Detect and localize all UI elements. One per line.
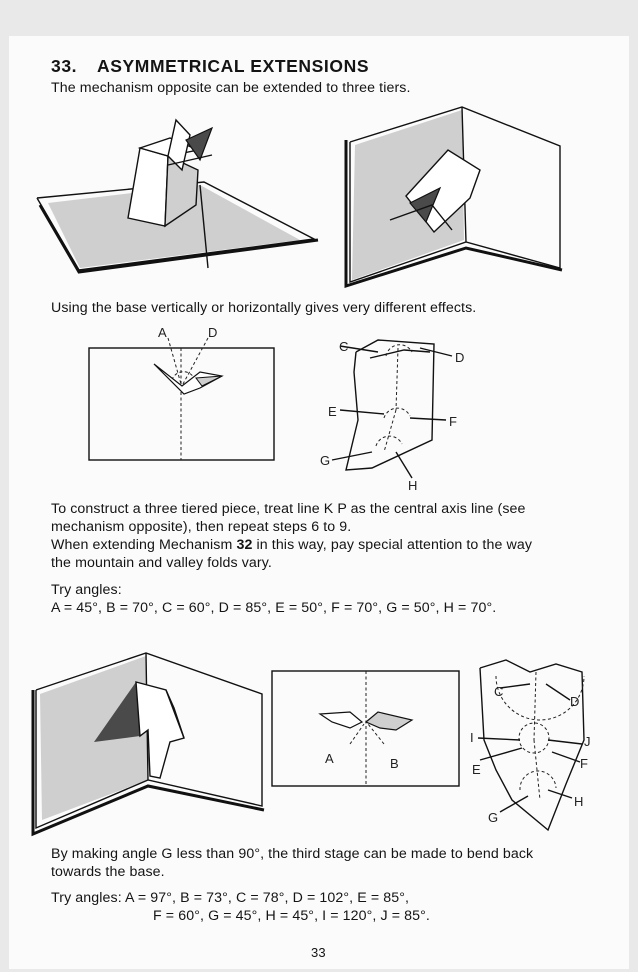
label-h: H (408, 478, 418, 493)
label-c2: C (494, 684, 504, 699)
construct-line-2: mechanism opposite), then repeat steps 6 to 9. (51, 519, 352, 535)
label-j: J (584, 734, 591, 749)
label-e: E (328, 404, 337, 419)
construct-line-1: To construct a three tiered piece, treat line K P as the central axis line (see (51, 501, 526, 517)
label-a2: A (325, 751, 334, 766)
label-a: A (158, 325, 167, 340)
label-f: F (449, 414, 457, 429)
try-angles-label: Try angles: (51, 582, 122, 598)
construct-line-3: When extending Mechanism 32 in this way, pay special attention to the way (51, 537, 533, 553)
try-angles-values: A = 45°, B = 70°, C = 60°, D = 85°, E = 50°, F = 70°, G = 50°, H = 70°. (51, 600, 497, 616)
try-angles-2-line-2: F = 60°, G = 45°, H = 45°, I = 120°, J = 85°. (153, 908, 430, 924)
bend-line-1: By making angle G less than 90°, the third stage can be made to bend back (51, 846, 534, 862)
label-d3: D (570, 694, 580, 709)
label-f2: F (580, 756, 588, 771)
label-d2: D (455, 350, 465, 365)
try-angles-2-line-1: Try angles: A = 97°, B = 73°, C = 78°, D = 102°, E = 85°, (51, 890, 410, 906)
intro-text: The mechanism opposite can be extended to three tiers. (51, 80, 411, 96)
label-g: G (320, 453, 331, 468)
label-h2: H (574, 794, 584, 809)
section-number: 33. (51, 56, 78, 76)
label-i: I (470, 730, 474, 745)
label-d: D (208, 325, 218, 340)
section-title: ASYMMETRICAL EXTENSIONS (97, 56, 370, 76)
construct-line-4: the mountain and valley folds vary. (51, 555, 272, 571)
page-number: 33 (311, 945, 326, 960)
label-e2: E (472, 762, 481, 777)
label-b: B (390, 756, 399, 771)
label-c: C (339, 339, 349, 354)
caption-base-text: Using the base vertically or horizontally gives very different effects. (51, 300, 477, 316)
bend-line-2: towards the base. (51, 864, 165, 880)
label-g2: G (488, 810, 499, 825)
